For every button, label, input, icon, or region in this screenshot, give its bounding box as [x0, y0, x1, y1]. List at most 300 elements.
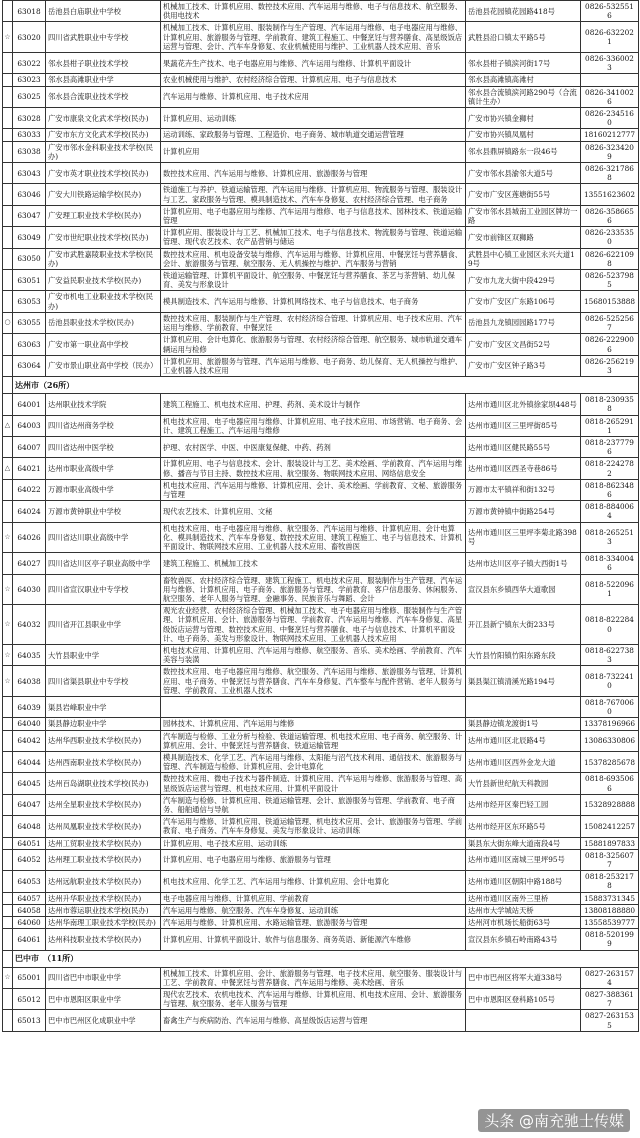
row-mark — [3, 163, 13, 184]
row-mark — [3, 227, 13, 248]
school-phone: 0826-5325516 — [581, 1, 639, 22]
school-majors: 汽车运用与维修、航空服务、汽车车身修复、运动训练 — [161, 904, 466, 916]
table-row — [3, 312, 639, 333]
row-mark — [3, 501, 13, 522]
table-row — [3, 436, 639, 457]
school-address: 达州市通川区北辰路4号 — [466, 730, 581, 751]
school-code: 63025 — [13, 86, 46, 107]
row-mark — [3, 86, 13, 107]
row-mark — [3, 205, 13, 226]
school-name: 广安理工职业技术学校(民办) — [46, 205, 161, 226]
row-mark — [3, 74, 13, 86]
row-mark — [3, 794, 13, 815]
region-title: 巴中市 （11所） — [13, 950, 639, 967]
school-phone: 13808188880 — [581, 904, 639, 916]
table-row — [3, 917, 639, 929]
table-row — [3, 794, 639, 815]
school-phone: 13086330806 — [581, 730, 639, 751]
school-address: 达州市通川区西外金龙大道 — [466, 752, 581, 773]
row-mark — [3, 141, 13, 162]
row-mark: ☆ — [3, 22, 13, 53]
school-majors: 计算机应用、电子电器应用与维修、汽车运用与维修、电子与信息技术、园林技术、铁道运输管理 — [161, 205, 466, 226]
school-name: 达州全星职业技术学校(民办) — [46, 794, 161, 815]
school-phone: 15881897833 — [581, 837, 639, 849]
row-mark — [3, 1010, 13, 1031]
school-address: 广安市邻水县渝邻大道5号 — [466, 163, 581, 184]
school-address: 广安市协兴镇凤凰村 — [466, 129, 581, 141]
table-row — [3, 227, 639, 248]
school-majors: 计算机应用、电子技术应用、运动训练 — [161, 837, 466, 849]
school-phone: 0826-5237985 — [581, 270, 639, 291]
table-row — [3, 644, 639, 665]
school-phone: 15680153888 — [581, 291, 639, 312]
school-code: 63033 — [13, 129, 46, 141]
school-majors: 机械加工技术、计算机应用、服装制作与生产管理、汽车运用与维修、电子电器应用与维修、计算机应用、旅游服务与管理、学前教育、建筑工程施工、中餐烹饪与营养膳食、高星级饭店运营与管理、会计、汽车车身修复、农业机械使用与维护、工业机器人技术应用、音乐 — [161, 22, 466, 53]
school-phone: 0818-8623486 — [581, 479, 639, 500]
school-code: 64003 — [13, 415, 46, 436]
table-row — [3, 334, 639, 355]
row-mark: ☆ — [3, 967, 13, 988]
school-name: 达州市蓉运职业技术学校(民办) — [46, 904, 161, 916]
row-mark — [3, 479, 13, 500]
table-row — [3, 129, 639, 141]
school-address: 渠县东大街东峰大道南段4号 — [466, 837, 581, 849]
school-name: 四川省开江县职业中学 — [46, 605, 161, 645]
row-mark — [3, 929, 13, 950]
table-row — [3, 501, 639, 522]
row-mark — [3, 334, 13, 355]
school-phone: 0827-3883617 — [581, 989, 639, 1010]
row-mark: ☆ — [3, 605, 13, 645]
school-majors: 汽车运用与维修、计算机应用、电子技术应用 — [161, 86, 466, 107]
school-code: 63046 — [13, 184, 46, 205]
school-majors: 计算机应用、计算机平面设计、软件与信息服务、商务英语、新能源汽车维修 — [161, 929, 466, 950]
school-code: 64026 — [13, 522, 46, 553]
region-spacer — [3, 950, 13, 967]
school-code: 64022 — [13, 479, 46, 500]
region-spacer — [3, 377, 13, 394]
row-mark — [3, 892, 13, 904]
school-code: 63049 — [13, 227, 46, 248]
school-address: 万源市黄钟镇中街路254号 — [466, 501, 581, 522]
school-phone: 0818-8840064 — [581, 501, 639, 522]
school-majors: 建筑工程施工、机电技术应用、护理、药剂、美术设计与制作 — [161, 394, 466, 415]
school-address: 邻水县高滩镇高滩村 — [466, 74, 581, 86]
school-phone: 15328928888 — [581, 794, 639, 815]
school-majors: 果蔬花卉生产技术、电子电器应用与维修、汽车运用与维修、计算机平面设计 — [161, 53, 466, 74]
table-row — [3, 773, 639, 794]
school-majors: 机电技术应用、电子电器应用与维修、航空服务、汽车运用与维修、计算机应用、会计电算化、模具制造技术、汽车车身修复、数控技术应用、建筑工程施工、电子与信息技术、计算机平面设计、物联网技术应用、工业机器人技术应用、畜牧兽医 — [161, 522, 466, 553]
school-phone — [581, 74, 639, 86]
school-majors: 机械加工技术、计算机应用、数控技术应用、汽车运用与维修、电子与信息技术、航空服务、供用电技术 — [161, 1, 466, 22]
school-phone: 18160212777 — [581, 129, 639, 141]
school-code: 63022 — [13, 53, 46, 74]
school-code: 63064 — [13, 355, 46, 376]
school-majors: 模具制造技术、汽车运用与维修、计算机网络技术、电子与信息技术、电子商务 — [161, 291, 466, 312]
school-code: 64042 — [13, 730, 46, 751]
table-row — [3, 458, 639, 479]
school-address: 宣汉县东乡镇石岭南路43号 — [466, 929, 581, 950]
school-majors: 铁道运输管理、计算机平面设计、航空服务、中餐烹饪与营养膳食、茶艺与茶营销、幼儿保育、美发与形象设计 — [161, 270, 466, 291]
region-header-row — [3, 377, 639, 394]
school-majors: 数控技术应用、汽车运用与维修、计算机应用、旅游服务与管理 — [161, 163, 466, 184]
table-row — [3, 989, 639, 1010]
school-phone: 0826-3360023 — [581, 53, 639, 74]
school-name: 四川省达川区亭子职业高级中学 — [46, 553, 161, 574]
school-name: 广安益民职业技术学校(民办) — [46, 270, 161, 291]
school-majors: 计算机应用 — [161, 141, 466, 162]
school-name: 达州凤凰职业技术学校(民办) — [46, 816, 161, 837]
row-mark: ☆ — [3, 522, 13, 553]
table-row — [3, 141, 639, 162]
school-name: 万源市黄钟职业中学校 — [46, 501, 161, 522]
school-code: 63063 — [13, 334, 46, 355]
school-address: 达州市经开区秦巴轻工园 — [466, 794, 581, 815]
school-name: 四川省宣汉职业中专学校 — [46, 574, 161, 605]
school-phone: 0818-2532178 — [581, 871, 639, 892]
row-mark — [3, 917, 13, 929]
school-table — [2, 0, 639, 1032]
school-majors: 汽车制造与检修、工业分析与检验、铁道运输管理、机电技术应用、电子商务、航空服务、计算机应用、会计、中餐烹饪与营养膳食、铁道运输管理 — [161, 730, 466, 751]
school-address: 武胜县中心镇工业园区永兴大道19号 — [466, 248, 581, 269]
school-name: 广安市景山职业高中学校（民办） — [46, 355, 161, 376]
school-code: 64057 — [13, 892, 46, 904]
table-row — [3, 108, 639, 129]
school-code: 63018 — [13, 1, 46, 22]
row-mark: ☆ — [3, 666, 13, 697]
school-majors: 运动训练、家政服务与管理、工程造价、电子商务、城市轨道交通运营管理 — [161, 129, 466, 141]
row-mark: ○ — [3, 312, 13, 333]
school-majors: 园林技术、计算机应用、汽车运用与维修 — [161, 718, 466, 730]
school-code: 64007 — [13, 436, 46, 457]
school-code: 65001 — [13, 967, 46, 988]
school-majors: 电子电器应用与维修、计算机应用、学前教育 — [161, 892, 466, 904]
school-name: 邻水县合流职业技术学校 — [46, 86, 161, 107]
school-name: 四川省达川职业高级中学 — [46, 522, 161, 553]
school-address: 达州市通川区三里坪李菊北路398号 — [466, 522, 581, 553]
table-row — [3, 892, 639, 904]
school-address: 广安市广安区文昌街52号 — [466, 334, 581, 355]
school-name: 达州西南职业技术学校(民办) — [46, 752, 161, 773]
school-phone: 0826-2345160 — [581, 108, 639, 129]
table-row — [3, 522, 639, 553]
school-name: 四川省武胜职业中专学校 — [46, 22, 161, 53]
school-name: 广安市第一职业高中学校 — [46, 334, 161, 355]
school-name: 广安市邻水金科职业技术学校(民办) — [46, 141, 161, 162]
school-phone: 0818-2309358 — [581, 394, 639, 415]
school-majors: 现代农艺技术、农机电技术、汽车运用与维修、计算机应用、机电技术应用、会计、旅游服务与管理、航空服务、老年人服务与管理 — [161, 989, 466, 1010]
school-majors: 数控技术应用、服装制作与生产管理、农村经济综合管理、计算机应用、电子技术应用、汽车运用与维修、学前教育、中餐烹饪 — [161, 312, 466, 333]
table-row — [3, 553, 639, 574]
school-phone: 0818-2242782 — [581, 458, 639, 479]
school-code: 64060 — [13, 917, 46, 929]
school-code: 64058 — [13, 904, 46, 916]
school-address: 巴中市恩阳区登科路105号 — [466, 989, 581, 1010]
row-mark — [3, 718, 13, 730]
table-row — [3, 205, 639, 226]
row-mark — [3, 730, 13, 751]
row-mark — [3, 436, 13, 457]
school-phone: 0818-7322410 — [581, 666, 639, 697]
row-mark — [3, 989, 13, 1010]
table-row — [3, 1, 639, 22]
table-row — [3, 1010, 639, 1031]
row-mark — [3, 394, 13, 415]
school-address: 达州市通川区三里坪街85号 — [466, 415, 581, 436]
school-address: 达州市通川区朝阳中路188号 — [466, 871, 581, 892]
row-mark — [3, 904, 13, 916]
school-majors: 模具制造技术、化学工艺、汽车运用与维修、太阳能与沼气技术利用、通信技术、旅游服务与管理、汽车制造与检修、计算机应用、会计电算化 — [161, 752, 466, 773]
school-phone: 0818-5220961 — [581, 574, 639, 605]
school-name: 达州市职业高级中学 — [46, 458, 161, 479]
table-row — [3, 394, 639, 415]
table-row — [3, 184, 639, 205]
school-majors: 铁道施工与养护、铁道运输管理、汽车运用与维修、计算机应用、物流服务与管理、服装设计与工艺、家政服务与管理、模具制造技术、汽车车身修复、农村经济综合管理、电子商务 — [161, 184, 466, 205]
school-name: 邻水县柑子职业技术学校 — [46, 53, 161, 74]
school-address: 万源市太平镇祥和街132号 — [466, 479, 581, 500]
school-code: 64051 — [13, 837, 46, 849]
school-table-body — [3, 1, 639, 1032]
table-row — [3, 605, 639, 645]
school-majors: 机电技术应用、汽车运用与维修、计算机应用、会计、美术绘画、学前教育、文秘、旅游服务与管理 — [161, 479, 466, 500]
table-row — [3, 967, 639, 988]
row-mark: △ — [3, 458, 13, 479]
school-majors: 计算机应用、电子与信息技术、会计、服装设计与工艺、美术绘画、学前教育、汽车运用与维修、播音与节目主持、数控技术应用、航空服务、物联网技术应用、网络信息安全 — [161, 458, 466, 479]
school-name: 达州工贸职业技术学校(民办) — [46, 837, 161, 849]
school-name: 广安市机电工业职业技术学校(民办) — [46, 291, 161, 312]
school-code: 64001 — [13, 394, 46, 415]
school-name: 四川省巴中市职业中学 — [46, 967, 161, 988]
row-mark — [3, 53, 13, 74]
school-phone: 0818-6227383 — [581, 644, 639, 665]
school-name: 四川省达州中医学校 — [46, 436, 161, 457]
row-mark — [3, 752, 13, 773]
table-row — [3, 871, 639, 892]
school-address: 邻水县鼎屏镇路东一段46号 — [466, 141, 581, 162]
table-row — [3, 163, 639, 184]
school-name: 达州科技职业技术学校(民办) — [46, 929, 161, 950]
school-name: 达州百岛湖职业技术学校(民办) — [46, 773, 161, 794]
table-row — [3, 837, 639, 849]
school-majors: 数控技术应用、电子电器应用与维修、航空服务、汽车运用与维修、旅游服务与管理、计算机应用、电子商务、中餐烹饪与营养膳食、汽车车身修复、汽车整车与配件营销、老年人服务与管理、学前教育、工业机器人技术 — [161, 666, 466, 697]
school-code: 63038 — [13, 141, 46, 162]
school-code: 64035 — [13, 644, 46, 665]
table-row — [3, 22, 639, 53]
row-mark: △ — [3, 415, 13, 436]
school-address: 达州市通川区北外镇徐家坝448号 — [466, 394, 581, 415]
school-name: 渠县岩峰职业中学 — [46, 697, 161, 718]
school-address: 广安市广安区广东路106号 — [466, 291, 581, 312]
school-address: 达州市通川区健民路55号 — [466, 436, 581, 457]
school-phone: 13558539777 — [581, 917, 639, 929]
school-majors — [161, 697, 466, 718]
school-majors: 机电技术应用、化学工艺、汽车运用与维修、计算机应用、会计电算化 — [161, 871, 466, 892]
row-mark — [3, 773, 13, 794]
school-phone: 0818-2377796 — [581, 436, 639, 457]
school-code: 63023 — [13, 74, 46, 86]
row-mark — [3, 184, 13, 205]
school-code: 63043 — [13, 163, 46, 184]
school-code: 64030 — [13, 574, 46, 605]
region-title: 达州市（26所） — [13, 377, 639, 394]
school-address: 广安市协兴镇金狮村 — [466, 108, 581, 129]
school-phone: 0818-3256077 — [581, 849, 639, 870]
table-row — [3, 574, 639, 605]
school-majors: 机电技术应用、电子电器应用与维修、计算机应用、电子技术应用、市场营销、电子商务、会计、建筑工程施工、汽车运用与维修 — [161, 415, 466, 436]
school-code: 63047 — [13, 205, 46, 226]
school-address: 广安市邻水县城南工业园区牌坊一路 — [466, 205, 581, 226]
school-phone: 0818-5201999 — [581, 929, 639, 950]
school-address: 岳池县花园镇花园路418号 — [466, 1, 581, 22]
row-mark — [3, 849, 13, 870]
school-majors: 数控技术应用、机电设备安装与维修、汽车运用与维修、计算机应用、中餐烹饪与营养膳食、会计、旅游服务与管理、航空服务、无人机操控与维护、汽车服务与营销 — [161, 248, 466, 269]
school-address: 渠县渠江镇清溪光路194号 — [466, 666, 581, 697]
school-name: 广安市武胜嘉陵职业技术学校(民办) — [46, 248, 161, 269]
school-code: 64061 — [13, 929, 46, 950]
school-majors: 汽车运用与维修、计算机应用、水路运输管理、旅游服务与管理 — [161, 917, 466, 929]
school-address: 达州市通川区南外三里桥 — [466, 892, 581, 904]
school-majors: 畜牧兽医、农村经济综合管理、建筑工程施工、机电技术应用、服装制作与生产管理、汽车运用与维修、计算机应用、电子商务、旅游服务与管理、学前教育、客户信息服务、休闲服务、航空服务、老年人服务与管理、金融事务、民族音乐与舞蹈、会计 — [161, 574, 466, 605]
school-code: 64038 — [13, 666, 46, 697]
school-code: 64027 — [13, 553, 46, 574]
row-mark — [3, 270, 13, 291]
school-name: 渠县静边职业中学 — [46, 718, 161, 730]
table-row — [3, 718, 639, 730]
school-name: 邻水县高滩职业中学 — [46, 74, 161, 86]
school-address: 广安市前锋区双狮路 — [466, 227, 581, 248]
school-address: 宣汉县东乡镇西华大道歌园 — [466, 574, 581, 605]
school-phone: 0826-3234209 — [581, 141, 639, 162]
table-row — [3, 74, 639, 86]
school-majors: 计算机应用、旅游服务与管理、汽车运用与维修、电子商务、幼儿保育、无人机操控与维护、工业机器人技术应用 — [161, 355, 466, 376]
school-name: 达州理工职业技术学校(民办) — [46, 849, 161, 870]
school-address: 大竹县竹阳镇竹阳东路东段 — [466, 644, 581, 665]
table-row — [3, 697, 639, 718]
school-code: 64048 — [13, 816, 46, 837]
school-phone: 0826-2562193 — [581, 355, 639, 376]
school-address: 达州市通川区南城三里坪95号 — [466, 849, 581, 870]
school-phone: 0818-2652911 — [581, 415, 639, 436]
school-address: 达州市大学城站天桥 — [466, 904, 581, 916]
school-name: 广安市康泉文化武术学校(民办) — [46, 108, 161, 129]
school-code: 64021 — [13, 458, 46, 479]
row-mark — [3, 1, 13, 22]
school-phone: 13551623602 — [581, 184, 639, 205]
school-phone: 15378285678 — [581, 752, 639, 773]
school-majors: 计算机应用、会计电算化、旅游服务与管理、农村经济综合管理、航空服务、城市轨道交通车辆运用与检修 — [161, 334, 466, 355]
school-majors: 农业机械使用与维护、农村经济综合管理、计算机应用、电子与信息技术 — [161, 74, 466, 86]
school-address: 广安市广安区钟子路3号 — [466, 355, 581, 376]
school-name: 大竹县职业中学 — [46, 644, 161, 665]
school-name: 达州华南理工职业技术学校(民办) — [46, 917, 161, 929]
school-majors: 数控技术应用、微电子技术与器件制造、计算机应用、汽车运用与维修、旅游服务与管理、高星级饭店运营与管理、机电技术应用、计算机平面设计 — [161, 773, 466, 794]
school-phone: 0826-6221098 — [581, 248, 639, 269]
school-name: 达州远航职业技术学校(民办) — [46, 871, 161, 892]
school-code: 63050 — [13, 248, 46, 269]
row-mark: ☆ — [3, 644, 13, 665]
school-name: 达州升华职业技术学校(民办) — [46, 892, 161, 904]
table-row — [3, 291, 639, 312]
school-phone: 0826-6322021 — [581, 22, 639, 53]
school-address: 广安市广安区莲塘街55号 — [466, 184, 581, 205]
school-phone: 0818-3340046 — [581, 553, 639, 574]
school-code: 64052 — [13, 849, 46, 870]
school-phone: 0827-2631574 — [581, 967, 639, 988]
school-name: 广安市东方文化武术学校(民办) — [46, 129, 161, 141]
school-phone: 0826-3586656 — [581, 205, 639, 226]
school-phone: 0818-8222840 — [581, 605, 639, 645]
school-code: 65012 — [13, 989, 46, 1010]
school-phone: 0826-3217868 — [581, 163, 639, 184]
school-address: 广安市九龙大街中段429号 — [466, 270, 581, 291]
row-mark: ☆ — [3, 574, 13, 605]
school-name: 达州职业技术学院 — [46, 394, 161, 415]
table-row — [3, 53, 639, 74]
school-name: 达州华西职业技术学校(民办) — [46, 730, 161, 751]
table-row — [3, 86, 639, 107]
school-name: 巴中市巴州区化成职业中学 — [46, 1010, 161, 1031]
table-row — [3, 849, 639, 870]
row-mark — [3, 291, 13, 312]
school-majors: 计算机应用、电子电器应用与维修、旅游服务与管理 — [161, 849, 466, 870]
school-code: 64044 — [13, 752, 46, 773]
row-mark — [3, 837, 13, 849]
school-code: 64053 — [13, 871, 46, 892]
school-address: 岳池县九龙镇园园路177号 — [466, 312, 581, 333]
school-code: 63053 — [13, 291, 46, 312]
school-code: 64047 — [13, 794, 46, 815]
school-address: 达州市经开区东环路5号 — [466, 816, 581, 837]
school-code: 64039 — [13, 697, 46, 718]
school-address: 达州河市机场长船街63号 — [466, 917, 581, 929]
school-code: 64040 — [13, 718, 46, 730]
school-phone: 0826-2335350 — [581, 227, 639, 248]
row-mark — [3, 816, 13, 837]
school-address: 武胜县沿口镇太平路5号 — [466, 22, 581, 53]
table-row — [3, 666, 639, 697]
school-name: 广安大川铁路运输学校(民办) — [46, 184, 161, 205]
school-phone: 15883731345 — [581, 892, 639, 904]
school-name: 四川省达州商务学校 — [46, 415, 161, 436]
school-phone: 0818-2652513 — [581, 522, 639, 553]
school-address: 巴中市巴州区将军大道338号 — [466, 967, 581, 988]
school-name: 万源市职业高级中学 — [46, 479, 161, 500]
school-phone: 13378196966 — [581, 718, 639, 730]
school-address — [466, 1010, 581, 1031]
table-row — [3, 752, 639, 773]
table-row — [3, 816, 639, 837]
school-address: 邻水县合流镇滨河路290号（合流镇计生办） — [466, 86, 581, 107]
school-address: 达州市达川区亭子镇大西街1号 — [466, 553, 581, 574]
school-code: 65013 — [13, 1010, 46, 1031]
table-row — [3, 904, 639, 916]
region-header-row — [3, 950, 639, 967]
school-majors: 护理、农村医学、中医、中医康复保健、中药、药剂 — [161, 436, 466, 457]
school-majors: 建筑工程施工、机械加工技术 — [161, 553, 466, 574]
table-row — [3, 355, 639, 376]
school-phone: 0826-2229006 — [581, 334, 639, 355]
school-code: 64032 — [13, 605, 46, 645]
school-phone: 0827-2631535 — [581, 1010, 639, 1031]
school-phone: 0826-5252567 — [581, 312, 639, 333]
row-mark — [3, 248, 13, 269]
school-majors: 汽车制造与检修、计算机应用、铁道运输管理、会计、旅游服务与管理、学前教育、电子商务、船舶通信与导航 — [161, 794, 466, 815]
source-watermark: 头条 @南充驰士传媒 — [478, 1109, 630, 1132]
school-address: 达州市通川区西圣寺巷86号 — [466, 458, 581, 479]
school-name: 四川省渠县职业中专学校 — [46, 666, 161, 697]
school-phone: 0818-7670060 — [581, 697, 639, 718]
school-phone: 0818-6935066 — [581, 773, 639, 794]
